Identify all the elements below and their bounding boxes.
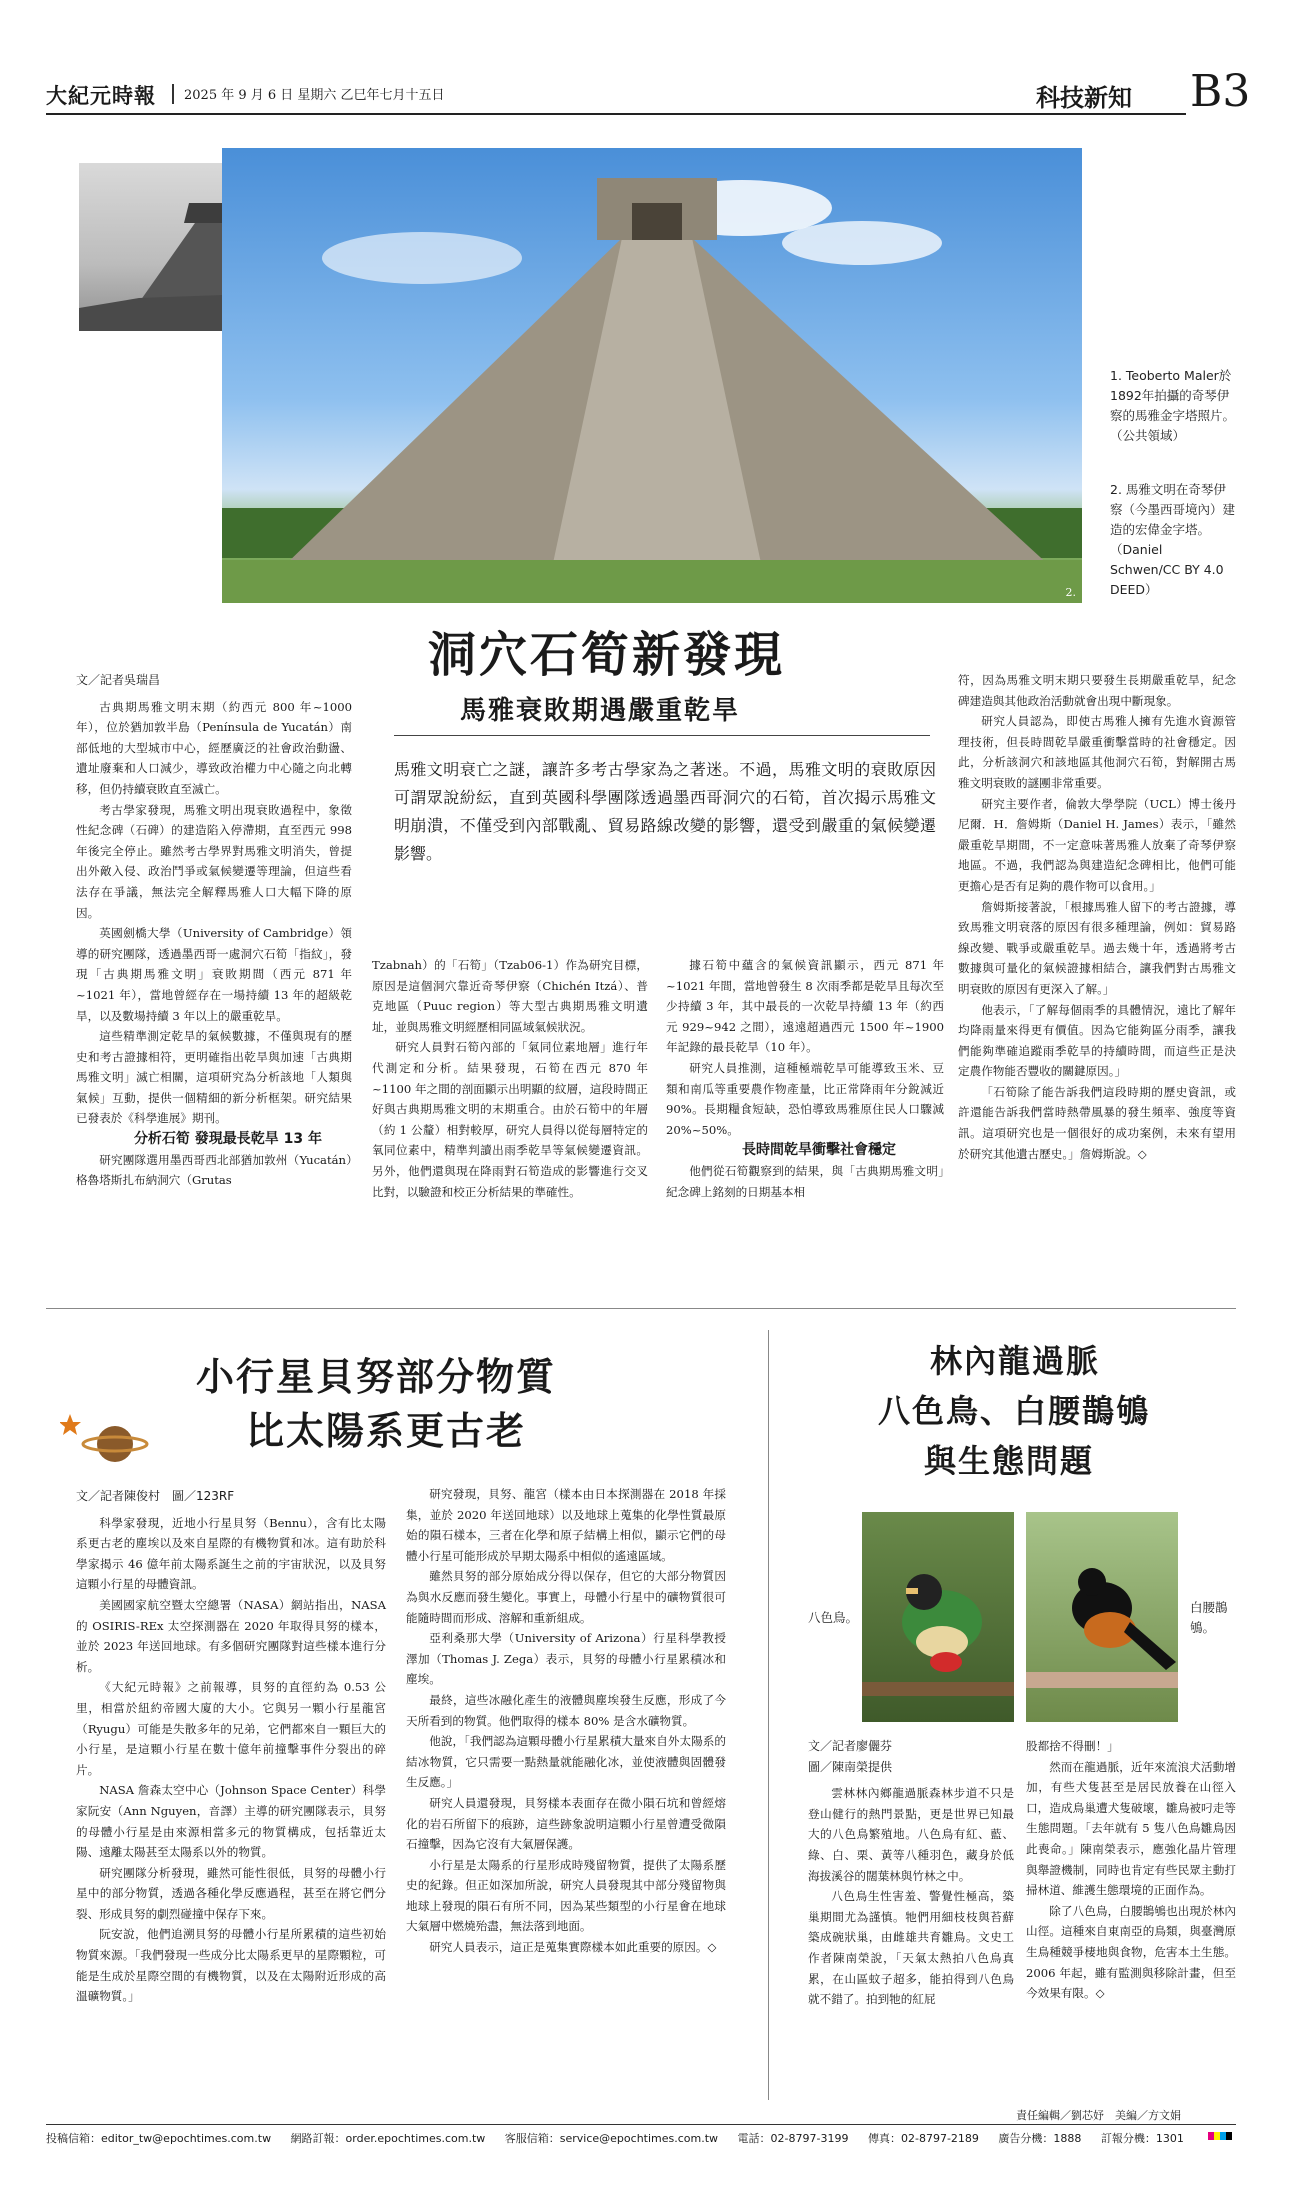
article1-para: 他表示，「了解每個雨季的具體情況，遠比了解年均降雨量來得更有價值。因為它能夠區分雨季，讓我們能夠準確追蹤雨季乾旱的持續時間，而這些正是決定農作物能否豐收的關鍵原因。」 [958, 1002, 1236, 1079]
footer-service-email: 客服信箱：service@epochtimes.com.tw [504, 2132, 719, 2145]
shama-photo [1026, 1512, 1178, 1722]
article1-title: 洞穴石筍新發現 [428, 627, 786, 683]
masthead: 大紀元時報 [46, 83, 156, 108]
article1-para: 「石筍除了能告訴我們這段時期的歷史資訊，或許還能告訴我們當時熱帶風暴的發生頻率、強度等資訊。這項研究也是一個很好的成功案例，未來有望用於研究其他遺古歷史。」詹姆斯說。◇ [958, 1084, 1236, 1161]
article1-para: 英國劍橋大學（University of Cambridge）領導的研究團隊，透過墨西哥一處洞穴石筍「指紋」，發現「古典期馬雅文明」衰敗期間（西元 871 年~1021 年），當地曾經存在一場持續 13 年的超級乾旱，以及數場持續 3 年以上的嚴重乾旱。 [76, 926, 352, 1023]
article2-para: 研究人員還發現，貝努樣本表面存在微小隕石坑和曾經熔化的岩石所留下的痕跡，這些跡象說明這顆小行星曾遭受微隕石撞擊，因為它沒有大氣層保護。 [406, 1795, 726, 1852]
saturn-graphic [60, 1410, 150, 1470]
article3-title-line1: 林內龍過脈 [930, 1342, 1101, 1380]
photo-caption-2: 2. 馬雅文明在奇琴伊察（今墨西哥境內）建造的宏偉金字塔。（Daniel Schwen/CC BY 4.0 DEED） [1110, 482, 1236, 597]
article3-para: 股都捨不得刪！」 [1026, 1739, 1119, 1753]
planet-icon [60, 1410, 150, 1470]
article3-column-2 [1026, 1736, 1236, 2004]
article3-para: 八色鳥生性害羞、警覺性極高，築巢期間尤為謹慎。牠們用細枝枝與苔蘚築成碗狀巢，由雌雄共育雛鳥。文史工作者陳南榮說，「天氣太熱拍八色鳥真累，在山區蚊子超多，能拍得到八色鳥就不錯了。拍到牠的紅屁 [808, 1889, 1014, 2007]
page-number: B3 [1190, 66, 1251, 117]
article2-para: 亞利桑那大學（University of Arizona）行星科學教授澤加（Thomas J. Zega）表示，貝努的母體小行星累積冰和塵埃。 [406, 1631, 726, 1687]
article1-subtitle: 馬雅衰敗期遇嚴重乾旱 [460, 696, 741, 726]
issue-date: 2025 年 9 月 6 日 星期六 乙巳年七月十五日 [184, 88, 445, 103]
header-rule [46, 113, 1186, 115]
article1-lede: 馬雅文明衰亡之謎，讓許多考古學家為之著迷。不過，馬雅文明的衰敗原因可謂眾說紛紜，直到英國科學團隊透過墨西哥洞穴的石筍，首次揭示馬雅文明崩潰，不僅受到內部戰亂、貿易路線改變的影響，還受到嚴重的氣候變遷影響。 [394, 760, 936, 863]
article1-para: 他們從石筍觀察到的結果，與「古典期馬雅文明」紀念碑上銘刻的日期基本相 [666, 1163, 944, 1199]
article1-column-2 [372, 955, 648, 1202]
footer-fax: 傳真：02-8797-2189 [867, 2132, 979, 2145]
article1-title-rule [394, 735, 930, 736]
footer-ad-ext: 廣告分機：1888 [998, 2132, 1082, 2145]
article1-para: 研究主要作者，倫敦大學學院（UCL）博士後丹尼爾．H．詹姆斯（Daniel H. James）表示，「雖然嚴重乾旱期間，不一定意味著馬雅人放棄了奇琴伊察地區。不過，我們認為與建造紀念碑相比，他們可能更擔心是否有足夠的農作物可以食用。」 [958, 796, 1236, 893]
article1-para: 研究人員對石筍內部的「氣同位素地層」進行年代測定和分析。結果發現，石筍在西元 870 年~1100 年之間的剖面顯示出明顯的紋層，這段時間正好與古典期馬雅文明的末期重合。由於石筍中的年層（約 1 公釐）相對較厚，研究人員得以從每層特定的氧同位素中，精準判讀出雨季乾旱等氣候變遷資訊。另外，他們還與現在降雨對石筍造成的影響進行交叉比對，以驗證和校正分析結果的準確性。 [372, 1040, 648, 1199]
column-divider-vertical [768, 1330, 769, 2100]
pyramid-graphic [222, 148, 1082, 603]
article3-para: 雲林林內鄉龍過脈森林步道不只是登山健行的熱門景點，更是世界已知最大的八色鳥繁殖地。八色鳥有紅、藍、綠、白、栗、黃等八種羽色，藏身於低海拔溪谷的闊葉林與竹林之中。 [808, 1786, 1014, 1883]
article2-para: 研究發現，貝努、龍宮（樣本由日本探測器在 2018 年採集，並於 2020 年送回地球）以及地球上蒐集的化學性質最原始的隕石樣本，三者在化學和原子結構上相似，顯示它們的母體小行星可能形成於早期太陽系中相似的遙遠區域。 [406, 1487, 726, 1563]
footer-submit-email: 投稿信箱：editor_tw@epochtimes.com.tw [46, 2132, 272, 2145]
photo-caption-1: 1. Teoberto Maler於1892年拍攝的奇琴伊察的馬雅金字塔照片。（公共領域） [1110, 368, 1236, 443]
header-divider [172, 84, 174, 104]
article2-para: NASA 詹森太空中心（Johnson Space Center）科學家阮安（Ann Nguyen，音譯）主導的研究團隊表示，貝努的母體小行星是由來源相當多元的物質構成，包括靠近太陽、遠離太陽甚至太陽系以外的物質。 [76, 1783, 386, 1860]
article2-para: 小行星是太陽系的行星形成時殘留物質，提供了太陽系歷史的紀錄。但正如深加所說，研究人員發現其中部分殘留物與地球上發現的隕石有所不同，因為某些類型的小行星會在地球大氣層中燃燒殆盡，無法落到地面。 [406, 1857, 726, 1934]
article1-byline: 文／記者吳瑞昌 [76, 673, 161, 687]
reg-square [1226, 2132, 1232, 2140]
article1-para: 研究人員推測，這種極端乾旱可能導致玉米、豆類和南瓜等重要農作物產量，比正常降雨年分銳減近 90%。長期糧食短缺，恐怕導致馬雅原住民人口驟減 20%~50%。 [666, 1060, 944, 1137]
article2-para: 最終，這些冰融化產生的液體與塵埃發生反應，形成了今天所看到的物質。他們取得的樣本 80% 是含水礦物質。 [406, 1692, 726, 1728]
article2-para: 《大紀元時報》之前報導，貝努的直徑約為 0.53 公里，相當於紐約帝國大廈的大小。它與另一顆小行星龍宮（Ryugu）可能是失散多年的兄弟，它們都來自一顆巨大的小行星，是這顆小行星在數十億年前撞擊事件分裂出的碎片。 [76, 1680, 386, 1777]
article3-title-line2: 八色鳥、白腰鵲鴝 [878, 1392, 1151, 1430]
article1-para: 研究人員認為，即使古馬雅人擁有先進水資源管理技術，但長時間乾旱嚴重衝擊當時的社會穩定。因此，分析該洞穴和該地區其他洞穴石筍，對解開古馬雅文明衰敗的謎團非常重要。 [958, 714, 1236, 790]
article1-para: 詹姆斯接著說，「根據馬雅人留下的考古證據，導致馬雅文明衰落的原因有很多種理論，例如：貿易路線改變、戰爭或嚴重乾旱。過去幾十年，透過將考古數據與可量化的氣候證據相結合，讓我們對古馬雅文明衰敗的原因有更深入了解。」 [958, 899, 1236, 996]
pitta-bird-graphic [862, 1512, 1014, 1722]
article1-para: 據石筍中蘊含的氣候資訊顯示，西元 871 年~1021 年間，當地曾發生 8 次雨季都是乾旱且每次至少持續 3 年，其中最長的一次乾旱持續 13 年（約西元 929~942 之間），遠遠超過西元 1500 年~1900 年記錄的最長乾旱（10 年）。 [666, 958, 944, 1055]
footer-rule [46, 2124, 1236, 2125]
photo-number-2: 2. [1065, 586, 1076, 599]
article2-para: 研究人員表示，這正是蒐集實際樣本如此重要的原因。◇ [429, 1940, 717, 1955]
article3-column-1 [808, 1736, 1014, 2010]
shama-label: 白腰鵲鴝。 [1190, 1600, 1228, 1635]
chichen-itza-pyramid-photo [222, 148, 1082, 603]
article3-byline: 文／記者廖儷芬 圖／陳南榮提供 [808, 1739, 893, 1774]
footer-bar [46, 2130, 1236, 2146]
article1-subhead-1: 分析石筍 發現最長乾旱 13 年 [133, 1131, 323, 1148]
section-divider [46, 1308, 1236, 1309]
article1-para: 考古學家發現，馬雅文明出現衰敗過程中，象徵性紀念碑（石碑）的建造陷入停滯期，直至西元 998 年後完全停止。雖然考古學界對馬雅文明消失，曾提出外敵入侵、政治鬥爭或氣候變遷等理論，但這些看法存在爭議，無法完全解釋馬雅人口大幅下降的原因。 [76, 802, 352, 920]
article2-para: 他說，「我們認為這顆母體小行星累積大量來自外太陽系的結冰物質，它只需要一點熱量就能融化冰，並使液體與固體發生反應。」 [406, 1734, 726, 1790]
article2-para: 研究團隊分析發現，雖然可能性很低，貝努的母體小行星中的部分物質，透過各種化學反應過程，甚至在將它們分裂、形成貝努的劇烈碰撞中保存下來。 [76, 1865, 386, 1921]
article1-para: 這些精準測定乾旱的氣候數據，不僅與現有的歷史和考古證據相符，更明確指出乾旱與加速「古典期馬雅文明」滅亡相關，這項研究為分析該地「人類與氣候」互動，提供一個精細的新分析框架。研究結果已發表於《科學進展》期刊。 [76, 1029, 352, 1126]
article2-column-1 [76, 1486, 386, 2007]
article1-para: 研究團隊選用墨西哥西北部猶加敦州（Yucatán）格魯塔斯扎布納洞穴（Grutas [76, 1152, 352, 1188]
article1-subhead-2: 長時間乾旱衝擊社會穩定 [742, 1142, 896, 1159]
footer-subscription-ext: 訂報分機：1301 [1100, 2132, 1184, 2145]
article1-para: 古典期馬雅文明末期（約西元 800 年~1000 年），位於猶加敦半島（Península de Yucatán）南部低地的大型城市中心，經歷廣泛的社會政治動盪、遺址廢棄和人口減少，導致政治權力中心隨之向北轉移，但仍持續衰敗直至滅亡。 [76, 699, 352, 796]
article2-para: 阮安說，他們追溯貝努的母體小行星所累積的這些初始物質來源。「我們發現一些成分比太陽系更早的星際顆粒，可能是生成於星際空間的有機物質，以及在太陽附近形成的高溫礦物質。」 [76, 1927, 386, 2004]
pitta-photo [862, 1512, 1014, 1722]
article2-byline: 文／記者陳俊村 圖／123RF [76, 1489, 235, 1503]
footer-phone: 電話：02-8797-3199 [737, 2132, 849, 2145]
article2-para: 雖然貝努的部分原始成分得以保存，但它的大部分物質因為與水反應而發生變化。事實上，母體小行星中的礦物質很可能隨時間而形成、溶解和重新組成。 [406, 1569, 726, 1625]
color-registration-mark [1208, 2132, 1232, 2140]
article2-title-line2: 比太陽系更古老 [246, 1408, 527, 1453]
article1-column-3 [666, 955, 944, 1202]
article1-column-4 [958, 670, 1236, 1164]
article2-column-2 [406, 1484, 726, 1958]
footer-order-link: 網路訂報：order.epochtimes.com.tw [290, 2132, 486, 2145]
article1-para: 符，因為馬雅文明末期只要發生長期嚴重乾旱，紀念碑建造與其他政治活動就會出現中斷現象。 [958, 673, 1236, 708]
article2-para: 科學家發現，近地小行星貝努（Bennu），含有比太陽系更古老的塵埃以及來自星際的有機物質和冰。這有助於科學家揭示 46 億年前太陽系誕生之前的宇宙狀況，以及貝努這顆小行星的母體資訊。 [76, 1515, 386, 1592]
article2-para: 美國國家航空暨太空總署（NASA）網站指出，NASA 的 OSIRIS-REx 太空探測器在 2020 年取得貝努的樣本，並於 2023 年送回地球。有多個研究團隊對這些樣本進行分析。 [76, 1597, 386, 1674]
shama-bird-graphic [1026, 1512, 1178, 1722]
article1-column-1 [76, 670, 352, 1191]
article3-para: 然而在龍過脈，近年來流浪犬活動增加，有些犬隻甚至是居民放養在山徑入口，造成鳥巢遭犬隻破壞，雛鳥被叼走等生態問題。「去年就有 5 隻八色鳥雛鳥因此喪命。」陳南榮表示，應強化晶片管理與舉證機制，同時也肯定有些民眾主動打掃林道、維護生態環境的正面作為。 [1026, 1759, 1236, 1898]
article3-para: 除了八色鳥，白腰鵲鴝也出現於林內山徑。這種來自東南亞的鳥類，與臺灣原生鳥種競爭棲地與食物，危害本土生態。2006 年起，雖有監測與移除計畫，但至今效果有限。◇ [1026, 1903, 1236, 2001]
editor-credits: 責任編輯／劉芯妤 美編／方文娟 [1016, 2109, 1181, 2122]
section-name: 科技新知 [1036, 83, 1132, 112]
article1-para: Tzabnah）的「石筍」（Tzab06-1）作為研究目標，原因是這個洞穴靠近奇琴伊察（Chichén Itzá）、普克地區（Puuc region）等大型古典期馬雅文明遺址，並與馬雅文明經歷相同區域氣候狀況。 [372, 958, 648, 1034]
article2-title-line1: 小行星貝努部分物質 [196, 1354, 557, 1399]
pitta-label: 八色鳥。 [808, 1610, 859, 1625]
article3-title-line3: 與生態問題 [924, 1442, 1095, 1480]
